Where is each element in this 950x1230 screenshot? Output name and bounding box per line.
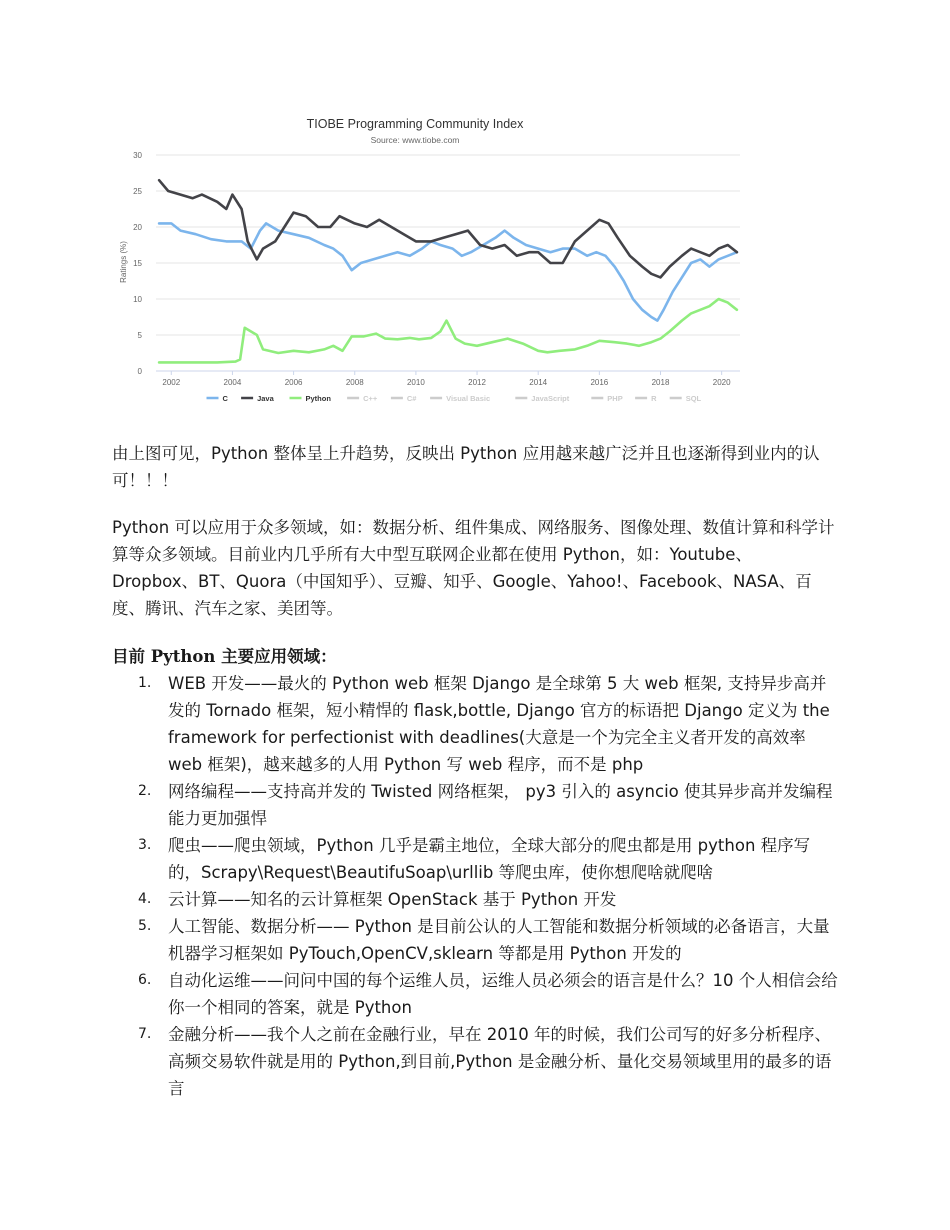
x-tick-label: 2008 [345, 378, 364, 387]
list-item [138, 1021, 838, 1102]
y-tick-label: 0 [137, 367, 142, 376]
chart-legend [207, 394, 702, 403]
y-tick-label: 25 [133, 187, 142, 196]
x-tick-label: 2014 [529, 378, 548, 387]
section-heading: 目前 Python 主要应用领域： [112, 647, 337, 666]
chart-y-axis-label: Ratings (%) [119, 241, 128, 283]
x-tick-label: 2012 [468, 378, 486, 387]
y-tick-label: 20 [133, 223, 142, 232]
y-tick-label: 5 [137, 331, 142, 340]
tiobe-chart [112, 108, 748, 413]
list-item-text: 金融分析——我个人之前在金融行业，早在 2010 年的时候，我们公司写的好多分析程序、高频交易软件就是用的 Python,到目前,Python 是金融分析、量化交易领域里用的最多的语言 [168, 1025, 832, 1098]
legend-label: PHP [607, 394, 623, 403]
list-item-number: 2. [138, 783, 152, 799]
list-item-text: 爬虫——爬虫领域，Python 几乎是霸主地位，全球大部分的爬虫都是用 python 程序写的，Scrapy\Request\BeautifuSoap\urllib 等爬虫库，使你想爬啥就爬啥 [168, 836, 811, 882]
legend-label: C [222, 394, 228, 403]
legend-label: C++ [363, 394, 378, 403]
chart-title: TIOBE Programming Community Index [306, 117, 524, 131]
list-item-number: 3. [138, 837, 152, 853]
x-tick-label: 2002 [162, 378, 181, 387]
list-item-number: 4. [138, 891, 152, 907]
paragraph-trend: 由上图可见，Python 整体呈上升趋势，反映出 Python 应用越来越广泛并且也逐渐得到业内的认可！！！ [112, 444, 820, 490]
list-item [138, 913, 838, 967]
legend-label: Python [305, 394, 331, 403]
y-tick-label: 10 [133, 295, 142, 304]
x-tick-label: 2018 [651, 378, 670, 387]
legend-label: Visual Basic [446, 394, 491, 403]
list-item-text: 自动化运维——问问中国的每个运维人员，运维人员必须会的语言是什么？10 个人相信会给你一个相同的答案，就是 Python [168, 971, 838, 1017]
list-item [138, 886, 838, 913]
legend-label: JavaScript [531, 394, 570, 403]
list-item-number: 7. [138, 1026, 152, 1042]
paragraph-domains: Python 可以应用于众多领域，如：数据分析、组件集成、网络服务、图像处理、数值计算和科学计算等众多领域。目前业内几乎所有大中型互联网企业都在使用 Python，如：Youtube、Dropbox、BT、Quora（中国知乎）、豆瓣、知乎、Google、Yahoo!、Facebook、NASA、百度、腾讯、汽车之家、美团等。 [112, 518, 835, 618]
list-item [138, 967, 838, 1021]
legend-label: R [651, 394, 657, 403]
legend-label: C# [406, 394, 417, 403]
x-tick-label: 2006 [284, 378, 303, 387]
x-tick-label: 2016 [590, 378, 609, 387]
list-item-text: 人工智能、数据分析—— Python 是目前公认的人工智能和数据分析领域的必备语言，大量机器学习框架如 PyTouch,OpenCV,sklearn 等都是用 Python 开发的 [168, 917, 830, 963]
list-item-number: 5. [138, 918, 152, 934]
x-tick-label: 2020 [712, 378, 731, 387]
application-list [138, 670, 838, 1102]
list-item-text: WEB 开发——最火的 Python web 框架 Django 是全球第 5 大 web 框架, 支持异步高并发的 Tornado 框架，短小精悍的 flask,bottle, Django 官方的标语把 Django 定义为 the framework for perfectionist with deadlines(大意是一个为完全主义者开发的高效率 web 框架)，越来越多的人用 Python 写 web 程序，而不是 php [168, 674, 830, 774]
y-tick-label: 30 [133, 151, 142, 160]
list-item-number: 1. [138, 675, 152, 691]
list-item-text: 网络编程——支持高并发的 Twisted 网络框架， py3 引入的 asyncio 使其异步高并发编程能力更加强悍 [168, 782, 833, 828]
list-item [138, 832, 838, 886]
chart-x-ticks [162, 371, 731, 387]
series-line-python [159, 299, 737, 362]
x-tick-label: 2004 [223, 378, 242, 387]
list-item-number: 6. [138, 972, 152, 988]
legend-label: Java [257, 394, 274, 403]
y-tick-label: 15 [133, 259, 142, 268]
list-item [138, 670, 838, 778]
chart-subtitle: Source: www.tiobe.com [370, 135, 460, 145]
chart-svg [112, 108, 748, 413]
legend-label: SQL [685, 394, 702, 403]
chart-y-ticks [133, 151, 142, 376]
list-item-text: 云计算——知名的云计算框架 OpenStack 基于 Python 开发 [168, 890, 617, 909]
x-tick-label: 2010 [406, 378, 425, 387]
list-item [138, 778, 838, 832]
